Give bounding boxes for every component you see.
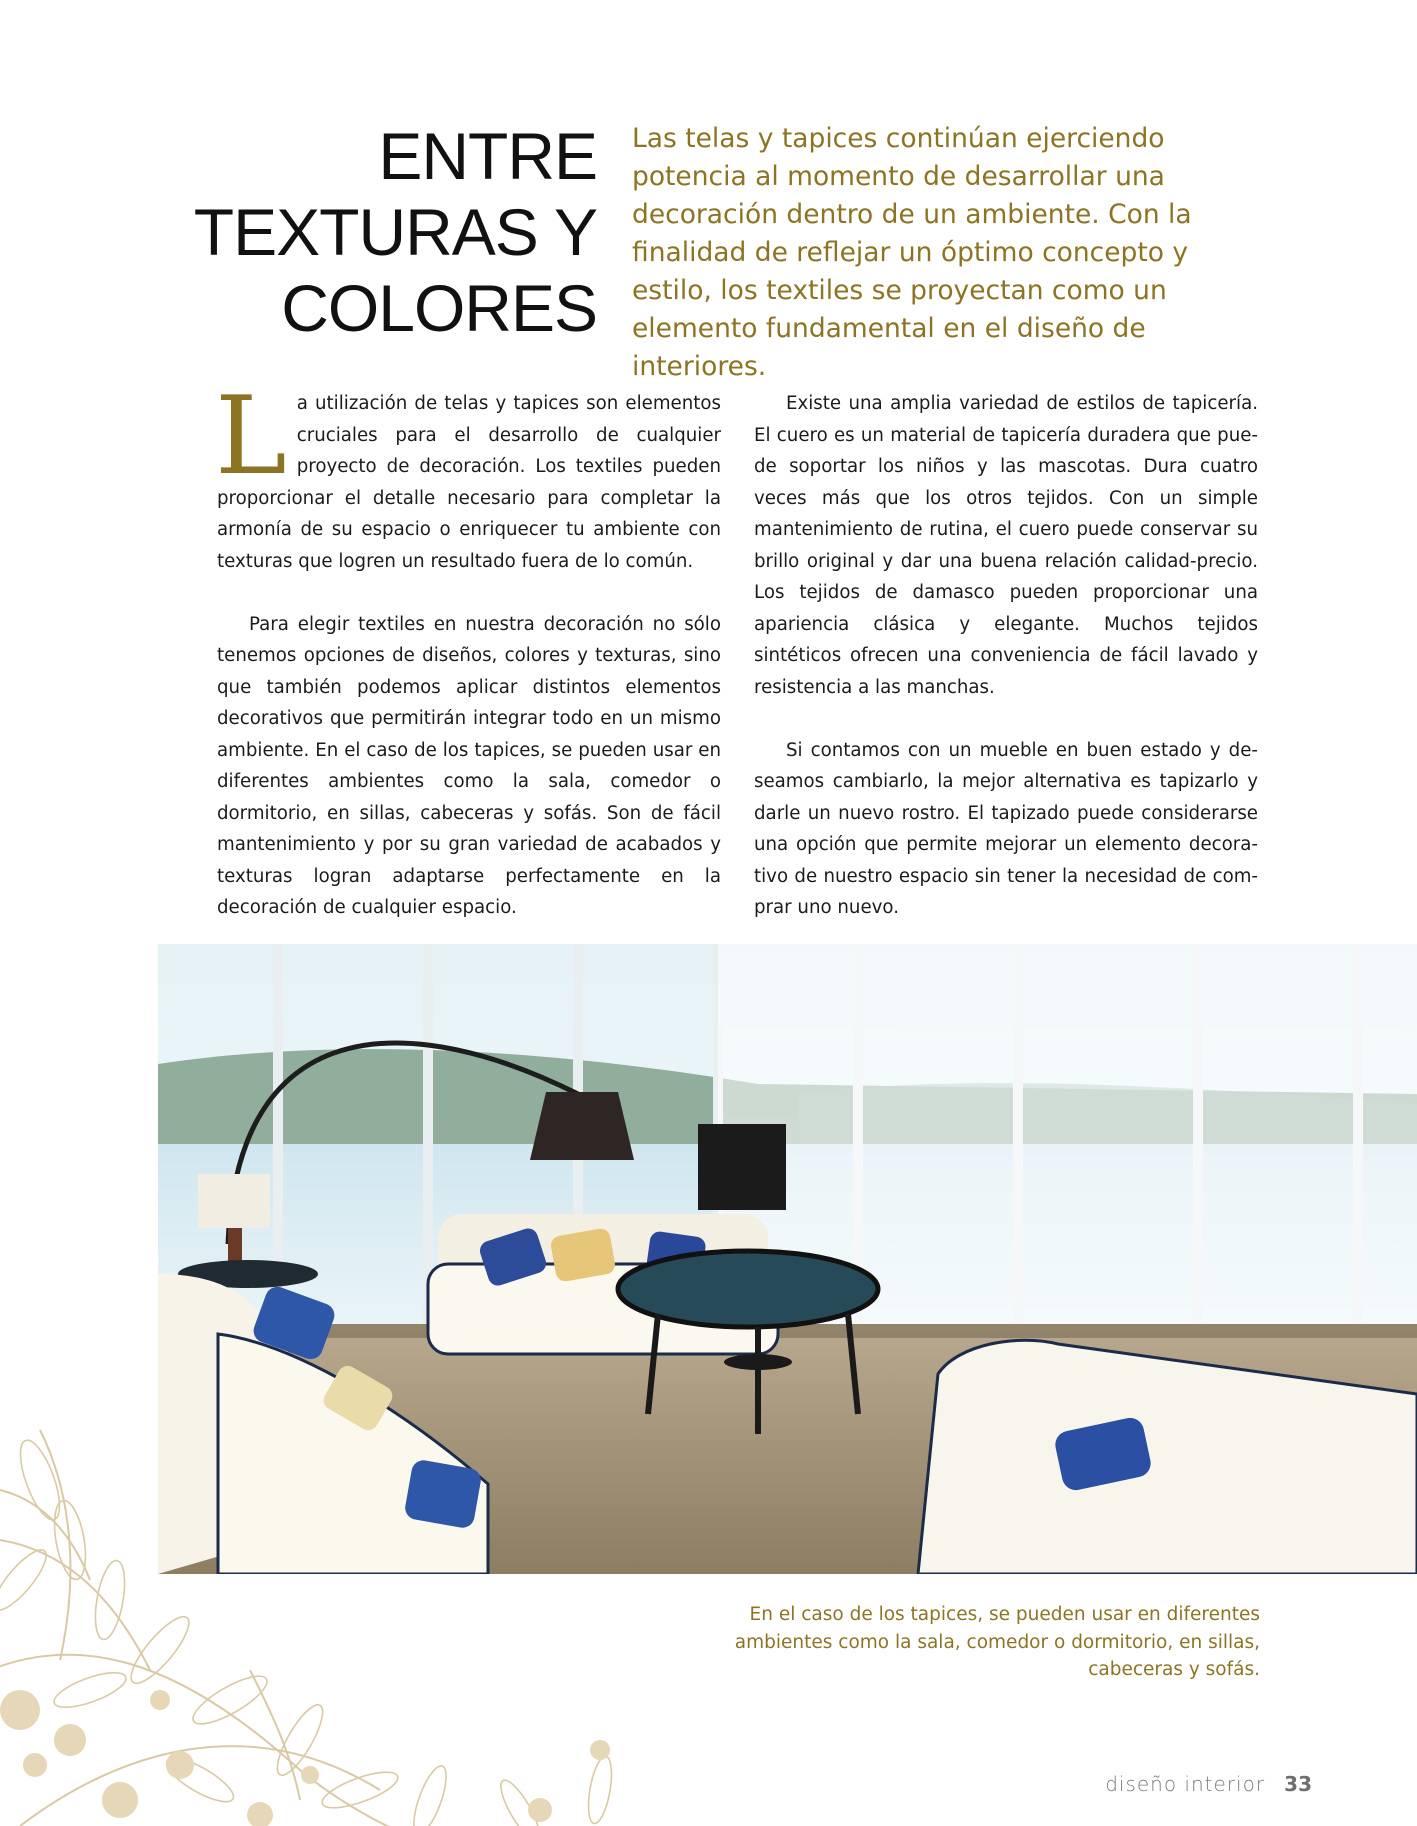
- left-column: [215, 374, 721, 924]
- drop-cap: L: [215, 374, 287, 499]
- living-room-photo: [158, 944, 1417, 1574]
- magazine-name: diseño interior: [1105, 1772, 1266, 1796]
- title-line-3: COLORES: [281, 271, 597, 345]
- right-paragraph-1: Existe una amplia variedad de estilos de tapicería. El cuero es un material de tapicería duradera que puede soportar los niños y las mascotas. Dura cuatro veces más que los otros tejidos. Con un simple mantenimiento de rutina, el cuero puede conservar su brillo original y dar una buena relación calidad-precio. Los tejidos de damasco pueden proporcionar una apariencia clásica y elegante. Muchos tejidos sintéticos ofrecen una conveniencia de fácil lavado y resistencia a las manchas.: [754, 393, 1258, 698]
- article-title: [177, 118, 597, 346]
- left-paragraph-1: [215, 374, 721, 577]
- right-column: [754, 388, 1258, 924]
- page-number: 33: [1284, 1772, 1312, 1796]
- page-footer: [1105, 1772, 1312, 1802]
- title-line-2: TEXTURAS Y: [193, 195, 597, 269]
- right-paragraph-2: Si contamos con un mueble en buen estado y deseamos cambiarlo, la mejor alternativa es tapizarlo y darle un nuevo rostro. El tapizado puede considerarse una opción que permite mejorar un elemento decorativo de nuestro espacio sin tener la necesidad de comprar uno nuevo.: [754, 739, 1258, 918]
- left-paragraph-2: Para elegir textiles en nuestra decoración no sólo tenemos opciones de diseños, colores y texturas, sino que también podemos aplicar distintos elementos decorativos que permitirán integrar todo en un mismo ambiente. En el caso de los tapices, se pueden usar en diferentes ambientes como la sala, comedor o dormitorio, en sillas, cabeceras y sofás. Son de fácil mantenimiento y por su gran variedad de acabados y texturas logran adaptarse perfectamente en la decoración de cualquier espacio.: [217, 613, 721, 918]
- intro-paragraph: Las telas y tapices continúan ejerciendo potencia al momento de desarrollar una decoración dentro de un ambiente. Con la finalidad de reflejar un óptimo concepto y estilo, los textiles se proyectan como un elemento fundamental en el diseño de interiores.: [632, 123, 1192, 382]
- title-line-1: ENTRE: [378, 119, 597, 193]
- left-paragraph-1-text: a utilización de telas y tapices son elementos cruciales para el desarrollo de cualquier proyecto de decoración. Los textiles pueden proporcionar el detalle necesario para completar la armonía de su espacio o enriquecer tu ambiente con texturas que logren un resultado fuera de lo común.: [217, 393, 721, 572]
- photo-caption: En el caso de los tapices, se pueden usar en diferentes ambientes como la sala, comedor o dormitorio, en sillas, cabeceras y sofás.: [734, 1604, 1260, 1680]
